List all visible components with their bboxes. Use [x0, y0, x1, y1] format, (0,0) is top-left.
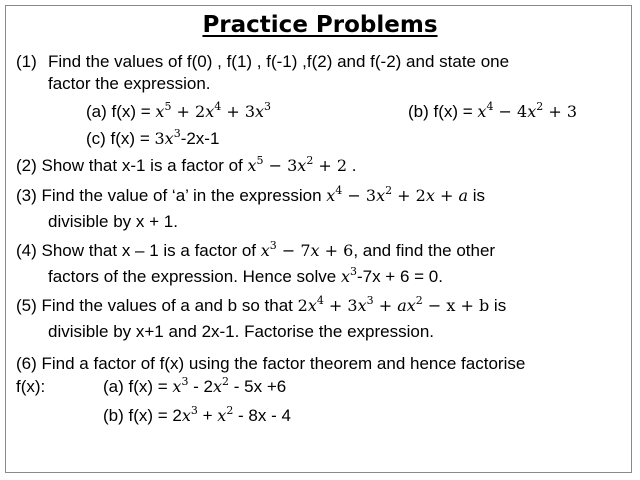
- q1-line1: Find the values of f(0) , f(1) , f(-1) ,f(2) and f(-2) and state one: [48, 52, 510, 71]
- q6a-rest-2: - 5x +6: [229, 377, 287, 396]
- q4-line2: factors of the expression. Hence solve $x^3-7x + 6 = 0$.: [48, 264, 443, 286]
- q4-end: , and find the other: [353, 241, 496, 260]
- q1c-rest: -2x-1: [180, 129, 220, 148]
- q3-text: (3) Find the value of ‘a’ in the expression: [16, 186, 327, 205]
- q4-line2-end: -7x + 6 = 0.: [356, 267, 443, 286]
- q1c-expression: (c) $f(x) = 3x^3-2x-1$: [86, 126, 220, 148]
- q1c-label: (c) f(x) =: [86, 129, 155, 148]
- q6-line2-prefix: f(x):: [16, 377, 46, 396]
- q5-line1: (5) Find the values of a and b so that $2x^4 + 3x^3 + ax^2 - x + b$ is: [16, 293, 507, 315]
- page-title: Practice Problems: [202, 12, 438, 38]
- q6a-rest-1: - 2: [188, 377, 214, 396]
- q1a-expression: (a) $f(x) = x^5 + 2x^4 + 3x^3$: [86, 99, 272, 121]
- q2-text: (2) Show that x-1 is a factor of: [16, 156, 248, 175]
- q6b-rest-2: - 8x - 4: [233, 406, 291, 425]
- q2-line: (2) Show that x-1 is a factor of $x^5 - 3x^2 + 2$ .: [16, 153, 357, 175]
- q1b-expression: (b) $f(x) = x^4 - 4x^2 + 3$: [408, 99, 578, 121]
- q5-end: is: [489, 296, 507, 315]
- q4-text: (4) Show that x – 1 is a factor of: [16, 241, 261, 260]
- q6-line1: (6) Find a factor of f(x) using the factor theorem and hence factorise: [16, 354, 526, 373]
- q3-line1: (3) Find the value of ‘a’ in the expression $x^4 - 3x^2 + 2x + a$ is: [16, 183, 486, 205]
- q1-line2: factor the expression.: [48, 74, 211, 93]
- q6b-rest-1: +: [197, 406, 218, 425]
- q6b-label: (b) f(x) = 2: [103, 406, 182, 425]
- q2-end: .: [347, 156, 357, 175]
- q6a-label: (a) f(x) =: [103, 377, 173, 396]
- q5-line2: divisible by x+1 and 2x-1. Factorise the expression.: [48, 322, 435, 341]
- q1a-label: (a) f(x) =: [86, 102, 156, 121]
- q1-number: (1): [16, 52, 37, 71]
- q6b-expression: (b) $f(x) = 2x^3 + x^2 - 8x - 4$: [103, 403, 291, 425]
- q1b-label: (b) f(x) =: [408, 102, 478, 121]
- q6a-expression: (a) $f(x) = x^3 - 2x^2 - 5x +6$: [103, 374, 287, 396]
- q4-line1: (4) Show that x – 1 is a factor of $x^3 - 7x + 6$, and find the other: [16, 238, 496, 260]
- q3-end: is: [468, 186, 486, 205]
- q3-line2: divisible by x + 1.: [48, 212, 178, 231]
- q4-line2-text: factors of the expression. Hence solve: [48, 267, 341, 286]
- q5-text: (5) Find the values of a and b so that: [16, 296, 298, 315]
